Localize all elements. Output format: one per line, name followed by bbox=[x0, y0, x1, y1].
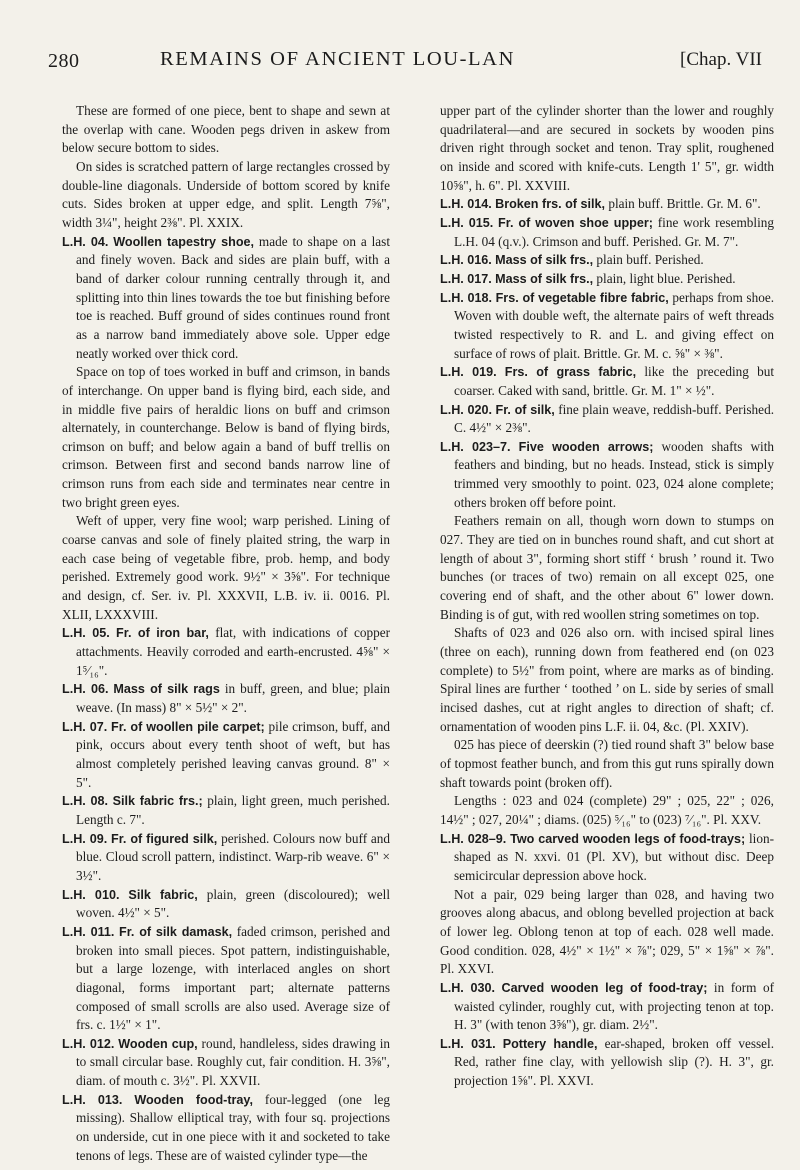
entry-text: ear-shaped, broken off vessel. Red, rather fine clay, with yellowish slip (?). H. 3", gr. projection 1⅝". Pl. XXVI. bbox=[454, 1035, 775, 1089]
paragraph: Lengths : 023 and 024 (complete) 29" ; 025, 22" ; 026, 14½" ; 027, 20¼" ; diams. (025) ⁵⁄₁₆" to (023) ⁷⁄₁₆". Pl. XXV. bbox=[440, 793, 774, 827]
entry-number: L.H. 023–7. bbox=[440, 439, 511, 454]
entry-title: Fr. of silk, bbox=[495, 402, 555, 417]
entry-title: Frs. of grass fabric, bbox=[504, 365, 637, 380]
entry-title: Carved wooden leg of food-tray; bbox=[501, 980, 708, 995]
entry-text: faded crimson, perished and broken into small pieces. Spot pattern, indistinguishable, but a large lozenge, with interlaced angles on short diagonal, forms important part; alternate patterns composed of small scrolls are also used. Average size of frs. c. 1½" × 1". bbox=[76, 923, 390, 1033]
entry-text: round, handleless, sides drawing in to small circular base. Roughly cut, fair condition. H. 3⅝", diam. of mouth c. 3½". Pl. XXVII. bbox=[76, 1035, 391, 1089]
entry-text: flat, with indications of copper attachments. Heavily corroded and earth-encrusted. 4⅝" × 1⁵⁄₁₆". bbox=[76, 625, 391, 678]
entry-number: L.H. 031. bbox=[440, 1036, 496, 1051]
entry-number: L.H. 010. bbox=[62, 887, 120, 902]
catalogue-entry bbox=[62, 792, 390, 829]
entry-text: plain buff. Perished. bbox=[596, 252, 704, 268]
entry-number: L.H. 030. bbox=[440, 980, 495, 995]
entry-text: four-legged (one leg missing). Shallow elliptical tray, with four sq. projections on underside, cut in one piece with it and socketed to take tenons of legs. These are of waisted cylinder type—the bbox=[76, 1091, 391, 1163]
entry-title: Fr. of figured silk, bbox=[111, 831, 218, 846]
entry-title: Fr. of woven shoe upper; bbox=[498, 215, 653, 230]
entry-text: lion-shaped as N. xxvi. 01 (Pl. XV), but without disc. Deep semicircular depression above hock. bbox=[454, 830, 774, 883]
catalogue-entry bbox=[440, 979, 774, 1035]
entry-number: L.H. 019. bbox=[440, 365, 497, 380]
catalogue-entry bbox=[440, 830, 774, 886]
catalogue-entry bbox=[62, 718, 390, 793]
entry-title: Fr. of woollen pile carpet; bbox=[111, 719, 265, 734]
page-number: 280 bbox=[48, 50, 80, 72]
paragraph: Weft of upper, very fine wool; warp perished. Lining of coarse canvas and sole of finely plaited string, the warp in each case being of vegetable fibre, prob. hemp, and body perished. Extremely good work. 9½" × 3⅝". For technique and design, cf. Ser. iv. Pl. XXXVII, L.B. iv. ii. 0016. Pl. XLII, LXXXVIII. bbox=[62, 513, 390, 622]
catalogue-entry bbox=[62, 233, 390, 364]
entry-text: pile crimson, buff, and pink, occurs about every tenth shoot of weft, but has almost completely perished leaving canvas ground. 8" × 5". bbox=[76, 718, 391, 790]
left-column bbox=[62, 102, 390, 1165]
entry-number: L.H. 014. bbox=[440, 197, 492, 212]
entry-number: L.H. 07. bbox=[62, 719, 108, 734]
entry-number: L.H. 015. bbox=[440, 215, 494, 230]
catalogue-entry bbox=[440, 289, 774, 364]
right-column bbox=[440, 102, 774, 1091]
entry-text: fine work resembling L.H. 04 (q.v.). Crimson and buff. Perished. Gr. M. 7". bbox=[454, 214, 774, 249]
entry-text: plain, green (discoloured); well woven. 4½" × 5". bbox=[76, 886, 391, 921]
entry-title: Wooden cup, bbox=[118, 1036, 198, 1051]
entry-title: Pottery handle, bbox=[502, 1036, 598, 1051]
entry-text: plain buff. Brittle. Gr. M. 6". bbox=[608, 196, 761, 212]
entry-number: L.H. 020. bbox=[440, 402, 492, 417]
entry-text: fine plain weave, reddish-buff. Perished. C. 4½" × 2⅜". bbox=[454, 401, 775, 436]
catalogue-entry bbox=[62, 680, 390, 717]
entry-number: L.H. 09. bbox=[62, 831, 108, 846]
catalogue-entry bbox=[62, 1091, 390, 1166]
running-title: REMAINS OF ANCIENT LOU-LAN bbox=[160, 48, 515, 70]
entry-text: in buff, green, and blue; plain weave. (In mass) 8" × 5½" × 2". bbox=[76, 681, 391, 715]
entry-title: Five wooden arrows; bbox=[518, 439, 654, 454]
paragraph: Shafts of 023 and 026 also orn. with incised spiral lines (three on each), running down from feathered end (on 023 complete) to 5½" from point, where are marks as of binding. Spiral lines are further ‘ toothed ’ on L. side by series of small incised dashes, cut at right angles to direction of shaft; cf. ornamentation of wooden pins L.F. ii. 04, &c. (Pl. XXIV). bbox=[440, 625, 774, 734]
entry-text: perished. Colours now buff and blue. Cloud scroll pattern, indistinct. Warp-rib weave. 6" × 3½". bbox=[76, 830, 391, 883]
catalogue-entry bbox=[440, 1035, 774, 1091]
catalogue-entry bbox=[440, 438, 774, 513]
entry-title: Wooden food-tray, bbox=[134, 1092, 253, 1107]
entry-number: L.H. 013. bbox=[62, 1092, 123, 1107]
catalogue-entry bbox=[440, 401, 774, 438]
paragraph: 025 has piece of deerskin (?) tied round shaft 3" below base of topmost feather bunch, and from this gut runs spirally down shaft towards point (broken off). bbox=[440, 737, 774, 790]
entry-title: Mass of silk frs., bbox=[495, 253, 594, 268]
entry-text: like the preceding but coarser. Caked with sand, brittle. Gr. M. 1" × ½". bbox=[454, 364, 775, 398]
paragraph: Feathers remain on all, though worn down to stumps on 027. They are tied on in bunches round shaft, and cut short at length of about 3", forming short stiff ‘ brush ’ round it. Two bunches (or traces of two) remain on all except 025, one covering end of shaft, and the other about 6" lower down. Binding is of gut, with red woollen string sometimes on top. bbox=[440, 513, 774, 622]
entry-title: Silk fabric frs.; bbox=[112, 794, 203, 809]
catalogue-entry bbox=[440, 270, 774, 289]
page-header bbox=[48, 44, 764, 74]
entry-number: L.H. 06. bbox=[62, 682, 109, 697]
entry-text: made to shape on a last and finely woven. Back and sides are plain buff, with a band of darker colour running centrally through it, and splitting into thin lines towards the toe but finishing before toe is reached. Buff ground of sides continues round front as a narrow band immediately above sole. Upper edge neatly worked over thick cord. bbox=[76, 233, 391, 361]
entry-number: L.H. 05. bbox=[62, 626, 110, 641]
chapter-label: [Chap. VII bbox=[680, 49, 762, 70]
entry-text: perhaps from shoe. Woven with double weft, the alternate pairs of weft threads twisted respectively to R. and L. and giving effect on surface of rows of plait. Brittle. Gr. M. c. ⅝" × ⅜". bbox=[454, 289, 775, 361]
entry-title: Fr. of silk damask, bbox=[119, 924, 233, 939]
entry-number: L.H. 011. bbox=[62, 924, 115, 939]
entry-text: wooden shafts with feathers and binding, but no heads. Instead, stick is simply trimmed very smoothly to point. 023, 024 alone complete; others broken off before point. bbox=[454, 438, 774, 510]
entry-title: Woollen tapestry shoe, bbox=[113, 234, 255, 249]
entry-number: L.H. 016. bbox=[440, 253, 492, 268]
entry-number: L.H. 08. bbox=[62, 794, 109, 809]
catalogue-entry bbox=[62, 830, 390, 886]
catalogue-entry bbox=[62, 923, 390, 1035]
entry-title: Silk fabric, bbox=[128, 887, 198, 902]
catalogue-entry bbox=[62, 886, 390, 923]
entry-number: L.H. 04. bbox=[62, 234, 109, 249]
entry-number: L.H. 017. bbox=[440, 271, 492, 286]
entry-number: L.H. 028–9. bbox=[440, 831, 507, 846]
catalogue-entry bbox=[440, 214, 774, 251]
entry-title: Mass of silk frs., bbox=[495, 271, 594, 286]
catalogue-entry bbox=[62, 1035, 390, 1091]
entry-text: in form of waisted cylinder, roughly cut, with projecting tenon at top. H. 3" (with tenon 3⅝"), gr. diam. 2½". bbox=[454, 979, 775, 1033]
entry-text: plain, light blue. Perished. bbox=[596, 270, 736, 286]
entry-text: plain, light green, much perished. Length c. 7". bbox=[76, 793, 390, 827]
paragraph: Space on top of toes worked in buff and crimson, in bands of interchange. On upper band is flying bird, each side, and in middle five pairs of heraldic lions on buff and crimson alternately, in counterchange. Below is band of flying birds, crimson on buff; and below again a band of buff trellis on crimson. Between first and second bands narrow line of crimson runs from each side and terminates near centre in two bright green eyes. bbox=[62, 364, 390, 510]
entry-title: Frs. of vegetable fibre fabric, bbox=[495, 290, 669, 305]
catalogue-entry bbox=[440, 251, 774, 270]
catalogue-entry bbox=[440, 195, 774, 214]
entry-number: L.H. 018. bbox=[440, 290, 493, 305]
entry-title: Mass of silk rags bbox=[113, 682, 220, 697]
entry-title: Two carved wooden legs of food-trays; bbox=[510, 831, 746, 846]
catalogue-entry bbox=[62, 624, 390, 680]
paragraph: Not a pair, 029 being larger than 028, and having two grooves along abacus, and oblong bevelled projection at back of lower leg. Oblong tenon at top of each. 028 well made. Good condition. 028, 4½" × 1½" × ⅞"; 029, 5" × 1⅝" × ⅞". Pl. XXVI. bbox=[440, 886, 774, 977]
entry-number: L.H. 012. bbox=[62, 1036, 115, 1051]
entry-title: Fr. of iron bar, bbox=[116, 626, 209, 641]
paragraph: upper part of the cylinder shorter than the lower and roughly quadrilateral—and are secured in sockets by wooden pins driven right through socket and tenon. Tray split, roughened on inside and scored with knife-cuts. Length 1' 5", gr. width 10⅝", h. 6". Pl. XXVIII. bbox=[440, 103, 774, 193]
paragraph: On sides is scratched pattern of large rectangles crossed by double-line diagonals. Underside of bottom scored by knife cuts. Sides broken at upper edge, and split. Length 7⅝", width 3¼", height 2⅜". Pl. XXIX. bbox=[62, 158, 390, 230]
entry-title: Broken frs. of silk, bbox=[495, 197, 605, 212]
paragraph: These are formed of one piece, bent to shape and sewn at the overlap with cane. Wooden pegs driven in askew from below secure bottom to sides. bbox=[62, 103, 390, 156]
catalogue-entry bbox=[440, 363, 774, 400]
